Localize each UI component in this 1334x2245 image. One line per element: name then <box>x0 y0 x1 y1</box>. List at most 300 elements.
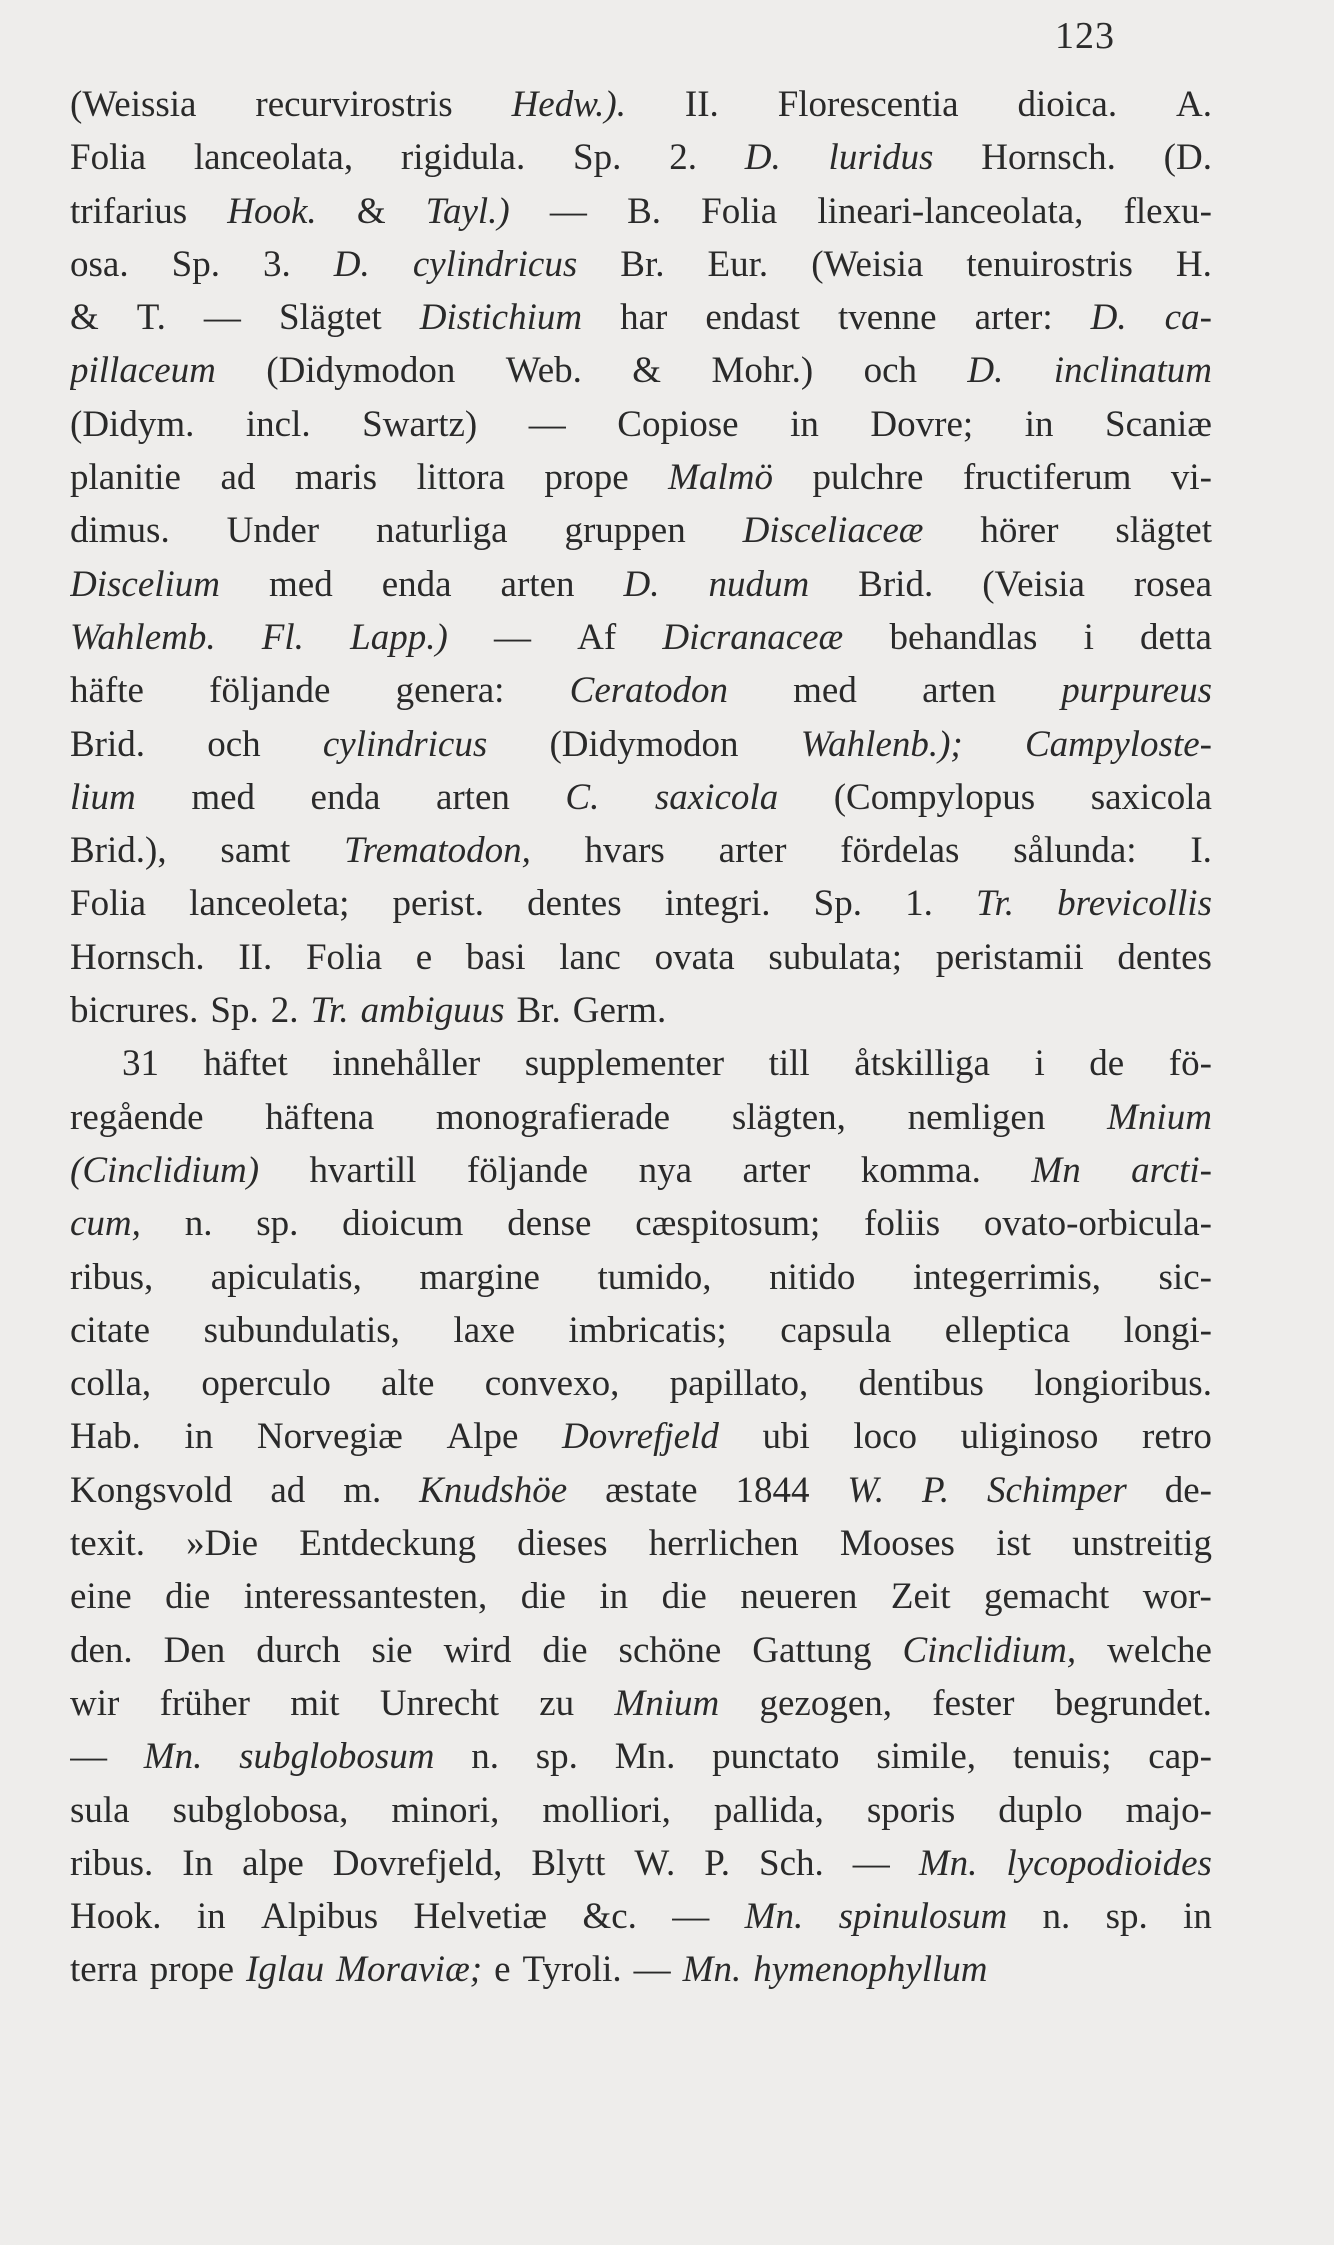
text-line <box>70 1624 1212 1677</box>
word: Mn. <box>614 1736 676 1778</box>
word: laxe <box>453 1309 516 1351</box>
word: genera: <box>395 670 505 712</box>
word: Hornsch. <box>70 936 205 978</box>
word: Schimper <box>987 1469 1127 1511</box>
word: ambiguus <box>360 990 505 1032</box>
word: enda <box>310 776 381 818</box>
word: &c. <box>582 1896 637 1938</box>
word: wir <box>70 1682 120 1724</box>
word: Iglau <box>246 1949 325 1991</box>
text-line <box>70 451 1212 504</box>
word: — <box>672 1896 710 1938</box>
word: A. <box>1176 84 1212 125</box>
word: och <box>863 350 917 392</box>
text-line <box>70 931 1212 984</box>
word: lium <box>70 776 136 818</box>
word: lanceolata, <box>193 137 354 179</box>
word: Tayl.) <box>425 190 510 232</box>
word: endast <box>705 297 800 339</box>
word: Sp. <box>813 883 862 925</box>
text-line <box>70 504 1212 557</box>
word: Norvegiæ <box>256 1416 403 1458</box>
word: Mn. <box>682 1949 742 1991</box>
word: behandlas <box>889 616 1038 658</box>
word: punctato <box>712 1736 840 1778</box>
word: W. <box>634 1842 676 1884</box>
word: enda <box>381 563 452 605</box>
word: B. <box>627 190 661 232</box>
word: dentes <box>527 883 622 925</box>
word: früher <box>159 1682 250 1724</box>
word: dioicum <box>342 1203 464 1245</box>
word: de- <box>1164 1469 1212 1511</box>
word: Campyloste- <box>1024 723 1212 765</box>
word: Moraviæ; <box>336 1949 483 1991</box>
word: integri. <box>664 883 771 925</box>
word: monografierade <box>435 1096 671 1138</box>
word: Br. <box>620 243 665 285</box>
word: häfte <box>70 670 144 712</box>
word: C. <box>565 776 600 818</box>
word: 2. <box>270 990 299 1032</box>
text-line <box>70 824 1212 877</box>
word: die <box>661 1576 707 1618</box>
word: in <box>196 1896 226 1938</box>
word: slägten, <box>731 1096 846 1138</box>
word: Hornsch. <box>981 137 1116 179</box>
word: Brid. <box>858 563 934 605</box>
word: II. <box>684 84 719 125</box>
word: m. <box>343 1469 382 1511</box>
word: die <box>520 1576 566 1618</box>
word: Brid. <box>70 723 146 765</box>
word: naturliga <box>376 510 508 552</box>
word: subulata; <box>768 936 903 978</box>
word: P. <box>704 1842 730 1884</box>
word: Mn. <box>744 1896 804 1938</box>
word: (Weissia <box>70 84 197 125</box>
text-line <box>70 1091 1212 1144</box>
word: sula <box>70 1789 130 1831</box>
word: saxicola <box>1090 776 1212 818</box>
word: fördelas <box>840 830 960 872</box>
text-line <box>70 1837 1212 1890</box>
word: Fl. <box>261 616 304 658</box>
word: Florescentia <box>777 84 959 125</box>
word: loco <box>853 1416 918 1458</box>
text-line <box>70 984 1212 1037</box>
word: Tr. <box>975 883 1015 925</box>
word: Web. <box>505 350 582 392</box>
word: arcti- <box>1131 1149 1212 1191</box>
text-line <box>70 718 1212 771</box>
text-line <box>70 1677 1212 1730</box>
word: gruppen <box>564 510 686 552</box>
word: Sp. <box>573 137 622 179</box>
word: Tyroli. <box>522 1949 622 1991</box>
word: ovato-orbicula- <box>983 1203 1212 1245</box>
word: in <box>599 1576 629 1618</box>
word: vi- <box>1170 457 1212 499</box>
word: begrundet. <box>1054 1682 1212 1724</box>
word: ist <box>996 1523 1032 1565</box>
word: 1. <box>905 883 933 925</box>
word: duplo <box>998 1789 1083 1831</box>
word: e <box>494 1949 511 1991</box>
word: Tr. <box>310 990 349 1032</box>
word: tvenne <box>837 297 937 339</box>
word: Zeit <box>890 1576 951 1618</box>
word: schöne <box>618 1629 722 1671</box>
word: æstate <box>605 1469 698 1511</box>
word: arter <box>742 1149 811 1191</box>
word: Hook. <box>70 1896 162 1938</box>
word: Alpe <box>446 1416 519 1458</box>
text-line <box>70 877 1212 930</box>
word: till <box>768 1043 810 1085</box>
word: Wahlemb. <box>70 616 216 658</box>
word: Distichium <box>419 297 583 339</box>
word: Cinclidium, <box>902 1629 1077 1671</box>
word: trifarius <box>70 190 188 232</box>
word: i <box>1083 616 1094 658</box>
text-line <box>70 1304 1212 1357</box>
word: D. <box>623 563 660 605</box>
word: Swartz) <box>362 403 478 445</box>
word: Kongsvold <box>70 1469 233 1511</box>
word: Af <box>577 616 617 658</box>
word: Sp. <box>171 243 220 285</box>
word: supplementer <box>524 1043 725 1085</box>
word: hörer <box>980 510 1059 552</box>
text-line <box>70 611 1212 664</box>
word: subglobosa, <box>172 1789 349 1831</box>
word: osa. <box>70 243 129 285</box>
word: imbricatis; <box>568 1309 727 1351</box>
text-line <box>70 771 1212 824</box>
word: komma. <box>860 1149 981 1191</box>
word: 2. <box>669 137 697 179</box>
body-text <box>70 78 1212 1997</box>
word: Mohr.) <box>711 350 814 392</box>
word: dimus. <box>70 510 170 552</box>
word: e <box>415 936 433 978</box>
word: D. <box>1090 297 1127 339</box>
word: colla, <box>70 1363 152 1405</box>
word: elleptica <box>944 1309 1071 1351</box>
word: samt <box>220 830 291 872</box>
word: detta <box>1140 616 1212 658</box>
word: Scaniæ <box>1105 403 1212 445</box>
word: Mooses <box>839 1523 955 1565</box>
word: n. <box>471 1736 499 1778</box>
word: convexo, <box>484 1363 620 1405</box>
word: interessantesten, <box>243 1576 488 1618</box>
word: Slägtet <box>278 297 382 339</box>
word: P. <box>922 1469 950 1511</box>
word: prope <box>544 457 629 499</box>
word: dentibus <box>858 1363 984 1405</box>
word: regående <box>70 1096 204 1138</box>
word: & <box>632 350 662 392</box>
word: rigidula. <box>400 137 526 179</box>
word: Dovrefjeld <box>562 1416 719 1458</box>
word: i <box>1034 1043 1045 1085</box>
text-line <box>70 238 1212 291</box>
word: (Didymodon <box>266 350 456 392</box>
word: prope <box>149 1949 235 1991</box>
word: dioica. <box>1017 84 1118 125</box>
word: Trematodon, <box>344 830 531 872</box>
word: tenuis; <box>1012 1736 1112 1778</box>
text-line <box>70 1570 1212 1623</box>
word: Brid.), <box>70 830 167 872</box>
word: Hab. <box>70 1416 141 1458</box>
word: cap- <box>1148 1736 1212 1778</box>
word: följande <box>209 670 331 712</box>
word: flexu- <box>1123 190 1212 232</box>
word: Ceratodon <box>569 670 728 712</box>
word: Sp. <box>210 990 259 1032</box>
word: spinulosum <box>838 1896 1008 1938</box>
word: D. <box>967 350 1004 392</box>
word: texit. <box>70 1523 146 1565</box>
word: (Compylopus <box>833 776 1036 818</box>
word: littora <box>416 457 505 499</box>
word: ubi <box>762 1416 810 1458</box>
word: häftet <box>203 1043 288 1085</box>
word: rosea <box>1133 563 1212 605</box>
word: eine <box>70 1576 132 1618</box>
word: arter <box>718 830 787 872</box>
word: Alpibus <box>260 1896 379 1938</box>
text-line <box>70 1197 1212 1250</box>
word: mit <box>290 1682 340 1724</box>
word: Br. <box>516 990 561 1032</box>
word: hymenophyllum <box>753 1949 988 1991</box>
word: D. <box>333 243 370 285</box>
word: cum, <box>70 1203 141 1245</box>
word: planitie <box>70 457 181 499</box>
word: Dovre; <box>870 403 974 445</box>
word: med <box>269 563 333 605</box>
word: I. <box>1190 830 1212 872</box>
word: Mn <box>1031 1149 1081 1191</box>
word: die <box>165 1576 211 1618</box>
text-line <box>70 291 1212 344</box>
word: D. <box>744 137 781 179</box>
word: Mn. <box>918 1842 978 1884</box>
word: (Didym. <box>70 403 195 445</box>
word: ovata <box>654 936 735 978</box>
word: pillaceum <box>70 350 216 392</box>
word: incl. <box>245 403 311 445</box>
word: alpe <box>242 1842 304 1884</box>
word: integerrimis, <box>912 1256 1101 1298</box>
word: Folia <box>70 137 147 179</box>
text-line <box>70 1464 1212 1517</box>
word: — <box>852 1842 890 1884</box>
word: neueren <box>740 1576 858 1618</box>
word: Copiose <box>617 403 739 445</box>
word: 3. <box>263 243 291 285</box>
word: subglobosum <box>239 1736 435 1778</box>
word: Hedw.). <box>511 84 626 125</box>
word: bicrures. <box>70 990 199 1032</box>
word: nudum <box>708 563 810 605</box>
word: ad <box>270 1469 306 1511</box>
text-line <box>70 398 1212 451</box>
text-line <box>70 185 1212 238</box>
word: ribus, <box>70 1256 154 1298</box>
word: pallida, <box>713 1789 824 1831</box>
word: durch <box>256 1629 341 1671</box>
word: Folia <box>70 883 147 925</box>
word: fö- <box>1168 1043 1212 1085</box>
word: sie <box>371 1629 413 1671</box>
word: Den <box>163 1629 226 1671</box>
word: nitido <box>769 1256 856 1298</box>
word: gemacht <box>983 1576 1110 1618</box>
word: T. <box>136 297 166 339</box>
word: arten <box>435 776 510 818</box>
text-line <box>70 131 1212 184</box>
word: — <box>203 297 241 339</box>
word: »Die <box>186 1523 259 1565</box>
word: in <box>1024 403 1054 445</box>
word: Mn. <box>143 1736 203 1778</box>
word: longi- <box>1123 1309 1212 1351</box>
word: Disceliaceæ <box>742 510 924 552</box>
text-line <box>70 1037 1212 1090</box>
word: II. <box>238 936 273 978</box>
word: Hook. <box>227 190 317 232</box>
word: zu <box>539 1682 575 1724</box>
word: nemligen <box>907 1096 1046 1138</box>
word: sp. <box>256 1203 299 1245</box>
word: tenuirostris <box>966 243 1133 285</box>
text-line <box>70 1144 1212 1197</box>
word: cylindricus <box>322 723 488 765</box>
word: Mnium <box>1107 1096 1212 1138</box>
word: Eur. <box>707 243 769 285</box>
word: Discelium <box>70 563 221 605</box>
word: apiculatis, <box>210 1256 362 1298</box>
word: luridus <box>828 137 934 179</box>
word: Mnium <box>614 1682 720 1724</box>
word: Under <box>226 510 320 552</box>
word: Knudshöe <box>419 1469 568 1511</box>
word: innehåller <box>332 1043 481 1085</box>
word: purpureus <box>1061 670 1212 712</box>
word: (Didymodon <box>549 723 739 765</box>
word: gezogen, <box>759 1682 893 1724</box>
word: in <box>790 403 819 445</box>
word: Dicranaceæ <box>662 616 844 658</box>
word: H. <box>1175 243 1212 285</box>
word: margine <box>419 1256 540 1298</box>
word: basi <box>465 936 526 978</box>
page-number: 123 <box>1055 15 1115 57</box>
word: & <box>70 297 99 339</box>
text-line <box>70 1730 1212 1783</box>
word: die <box>542 1629 588 1671</box>
word: in <box>1183 1896 1212 1938</box>
word: häftena <box>265 1096 375 1138</box>
word: hvartill <box>309 1149 417 1191</box>
text-line <box>70 664 1212 717</box>
word: ad <box>220 457 256 499</box>
word: perist. <box>392 883 484 925</box>
word: hvars <box>584 830 665 872</box>
word: — <box>549 190 587 232</box>
word: Lapp.) <box>350 616 448 658</box>
text-line <box>70 1784 1212 1837</box>
word: sic- <box>1158 1256 1212 1298</box>
word: 1844 <box>735 1469 810 1511</box>
word: Unrecht <box>379 1682 499 1724</box>
word: och <box>207 723 261 765</box>
word: lanc <box>559 936 621 978</box>
word: In <box>182 1842 214 1884</box>
text-line <box>70 1517 1212 1570</box>
word: saxicola <box>654 776 779 818</box>
word: den. <box>70 1629 133 1671</box>
word: papillato, <box>669 1363 809 1405</box>
text-line <box>70 558 1212 611</box>
word: Folia <box>305 936 383 978</box>
word: har <box>620 297 668 339</box>
word: arten <box>500 563 575 605</box>
text-line <box>70 344 1212 397</box>
word: majo- <box>1125 1789 1212 1831</box>
word: cæspitosum; <box>635 1203 821 1245</box>
word: n. <box>1042 1896 1071 1938</box>
word: 31 <box>122 1043 159 1085</box>
word: foliis <box>864 1203 941 1245</box>
word: lanceoleta; <box>189 883 350 925</box>
word: brevicollis <box>1057 883 1212 925</box>
word: longioribus. <box>1034 1363 1212 1405</box>
word: nya <box>638 1149 692 1191</box>
word: dieses <box>517 1523 608 1565</box>
word: molliori, <box>542 1789 671 1831</box>
text-line <box>70 1251 1212 1304</box>
word: fructiferum <box>962 457 1132 499</box>
word: — <box>493 616 531 658</box>
word: minori, <box>391 1789 500 1831</box>
word: maris <box>294 457 378 499</box>
word: åtskilliga <box>854 1043 990 1085</box>
word: peristamii <box>935 936 1084 978</box>
word: cylindricus <box>412 243 578 285</box>
word: Sch. <box>759 1842 824 1884</box>
word: — <box>70 1736 107 1778</box>
word: Folia <box>701 190 778 232</box>
word: Helvetiæ <box>413 1896 548 1938</box>
word: sporis <box>866 1789 956 1831</box>
word: Germ. <box>572 990 667 1032</box>
word: sp. <box>1105 1896 1148 1938</box>
word: Wahlenb.); <box>800 723 963 765</box>
word: alte <box>381 1363 435 1405</box>
word: Malmö <box>668 457 773 499</box>
word: dense <box>507 1203 592 1245</box>
word: unstreitig <box>1072 1523 1212 1565</box>
word: Blytt <box>531 1842 606 1884</box>
word: terra <box>70 1949 138 1991</box>
word: lycopodioides <box>1006 1842 1212 1884</box>
